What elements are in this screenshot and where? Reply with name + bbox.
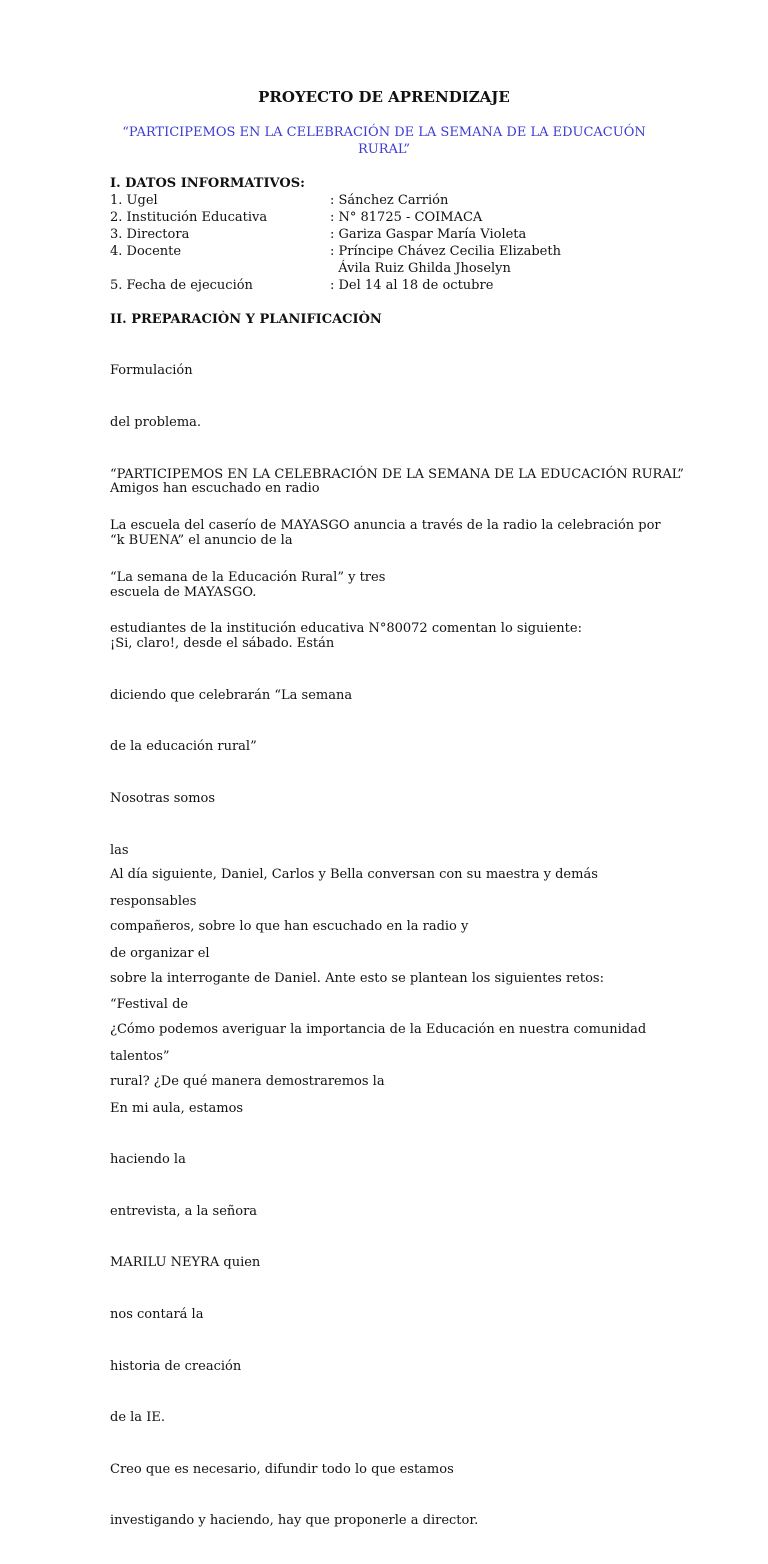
dialogue-line: Amigos han escuchado en radio xyxy=(110,481,320,497)
dialogue-line: las xyxy=(110,842,129,858)
subtitle-line-1: “PARTICIPEMOS EN LA CELEBRACIÓN DE LA SEMANA DE LA EDUCACUÓN xyxy=(122,125,646,140)
document-title: PROYECTO DE APRENDIZAJE xyxy=(258,88,510,106)
text-line: Formulación xyxy=(110,363,193,379)
info-label: 2. Institución Educativa xyxy=(110,210,268,225)
info-label: 5. Fecha de ejecución xyxy=(110,278,253,293)
dialogue-line: investigando y haciendo, hay que proponerle a director. xyxy=(110,1513,479,1529)
dialogue-line: nos contará la xyxy=(110,1306,204,1322)
text-line: sobre la interrogante de Daniel. Ante esto se plantean los siguientes retos: xyxy=(110,970,604,986)
info-value: : Príncipe Chávez Cecilia Elizabeth xyxy=(330,244,561,259)
text-line: “PARTICIPEMOS EN LA CELEBRACIÓN DE LA SEMANA DE LA EDUCACIÓN RURAL” xyxy=(110,466,684,482)
dialogue-line: MARILU NEYRA quien xyxy=(110,1255,261,1271)
text-line: estudiantes de la institución educativa N°80072 comentan lo siguiente: xyxy=(110,621,582,637)
text-line: “La semana de la Educación Rural” y tres xyxy=(110,569,386,585)
project-subtitle xyxy=(120,124,648,158)
section-1-heading: I. DATOS INFORMATIVOS: xyxy=(110,176,305,191)
dialogue-line: entrevista, a la señora xyxy=(110,1203,258,1219)
text-line: del problema. xyxy=(110,415,202,430)
dialogue-line: responsables xyxy=(110,894,197,910)
text-line: La escuela del caserío de MAYASGO anuncia a través de la radio la celebración por xyxy=(110,518,661,534)
info-label: 1. Ugel xyxy=(110,193,158,208)
dialogue-line: escuela de MAYASGO. xyxy=(110,584,257,600)
info-label: 3. Directora xyxy=(110,227,190,242)
text-line: compañeros, sobre lo que han escuchado en la radio y xyxy=(110,919,469,934)
text-line: rural? ¿De qué manera demostraremos la xyxy=(110,1073,385,1089)
info-value: : Sánchez Carrión xyxy=(330,193,449,208)
info-value: Ávila Ruiz Ghilda Jhoselyn xyxy=(330,261,511,276)
closing-paragraph xyxy=(110,832,646,1124)
info-label: 4. Docente xyxy=(110,244,182,259)
section-2-heading: II. PREPARACIÒN Y PLANIFICACIÒN xyxy=(110,312,382,327)
text-line: ¿Cómo podemos averiguar la importancia de la Educación en nuestra comunidad xyxy=(110,1022,647,1038)
info-value: : N° 81725 - COIMACA xyxy=(330,210,483,225)
dialogue-line: ¡Si, claro!, desde el sábado. Están xyxy=(110,636,335,652)
dialogue-line: haciendo la xyxy=(110,1152,186,1168)
dialogue-line: historia de creación xyxy=(110,1358,242,1374)
dialogue-line: de la educación rural” xyxy=(110,739,257,755)
dialogue-line: En mi aula, estamos xyxy=(110,1100,244,1116)
dialogue-line: de organizar el xyxy=(110,945,210,961)
text-line: Al día siguiente, Daniel, Carlos y Bella conversan con su maestra y demás xyxy=(110,867,598,883)
dialogue-line: talentos” xyxy=(110,1048,170,1064)
dialogue-line: “Festival de xyxy=(110,997,189,1013)
info-value: : Gariza Gaspar María Violeta xyxy=(330,227,527,242)
subtitle-line-2: RURAL” xyxy=(357,142,411,158)
dialogue-line: diciendo que celebrarán “La semana xyxy=(110,687,353,703)
dialogue-line: de la IE. xyxy=(110,1410,165,1426)
dialogue-line: “k BUENA” el anuncio de la xyxy=(110,533,293,548)
dialogue-line: Nosotras somos xyxy=(110,790,216,806)
info-value: : Del 14 al 18 de octubre xyxy=(330,278,494,293)
dialogue-line: Creo que es necesario, difundir todo lo que estamos xyxy=(110,1461,454,1477)
